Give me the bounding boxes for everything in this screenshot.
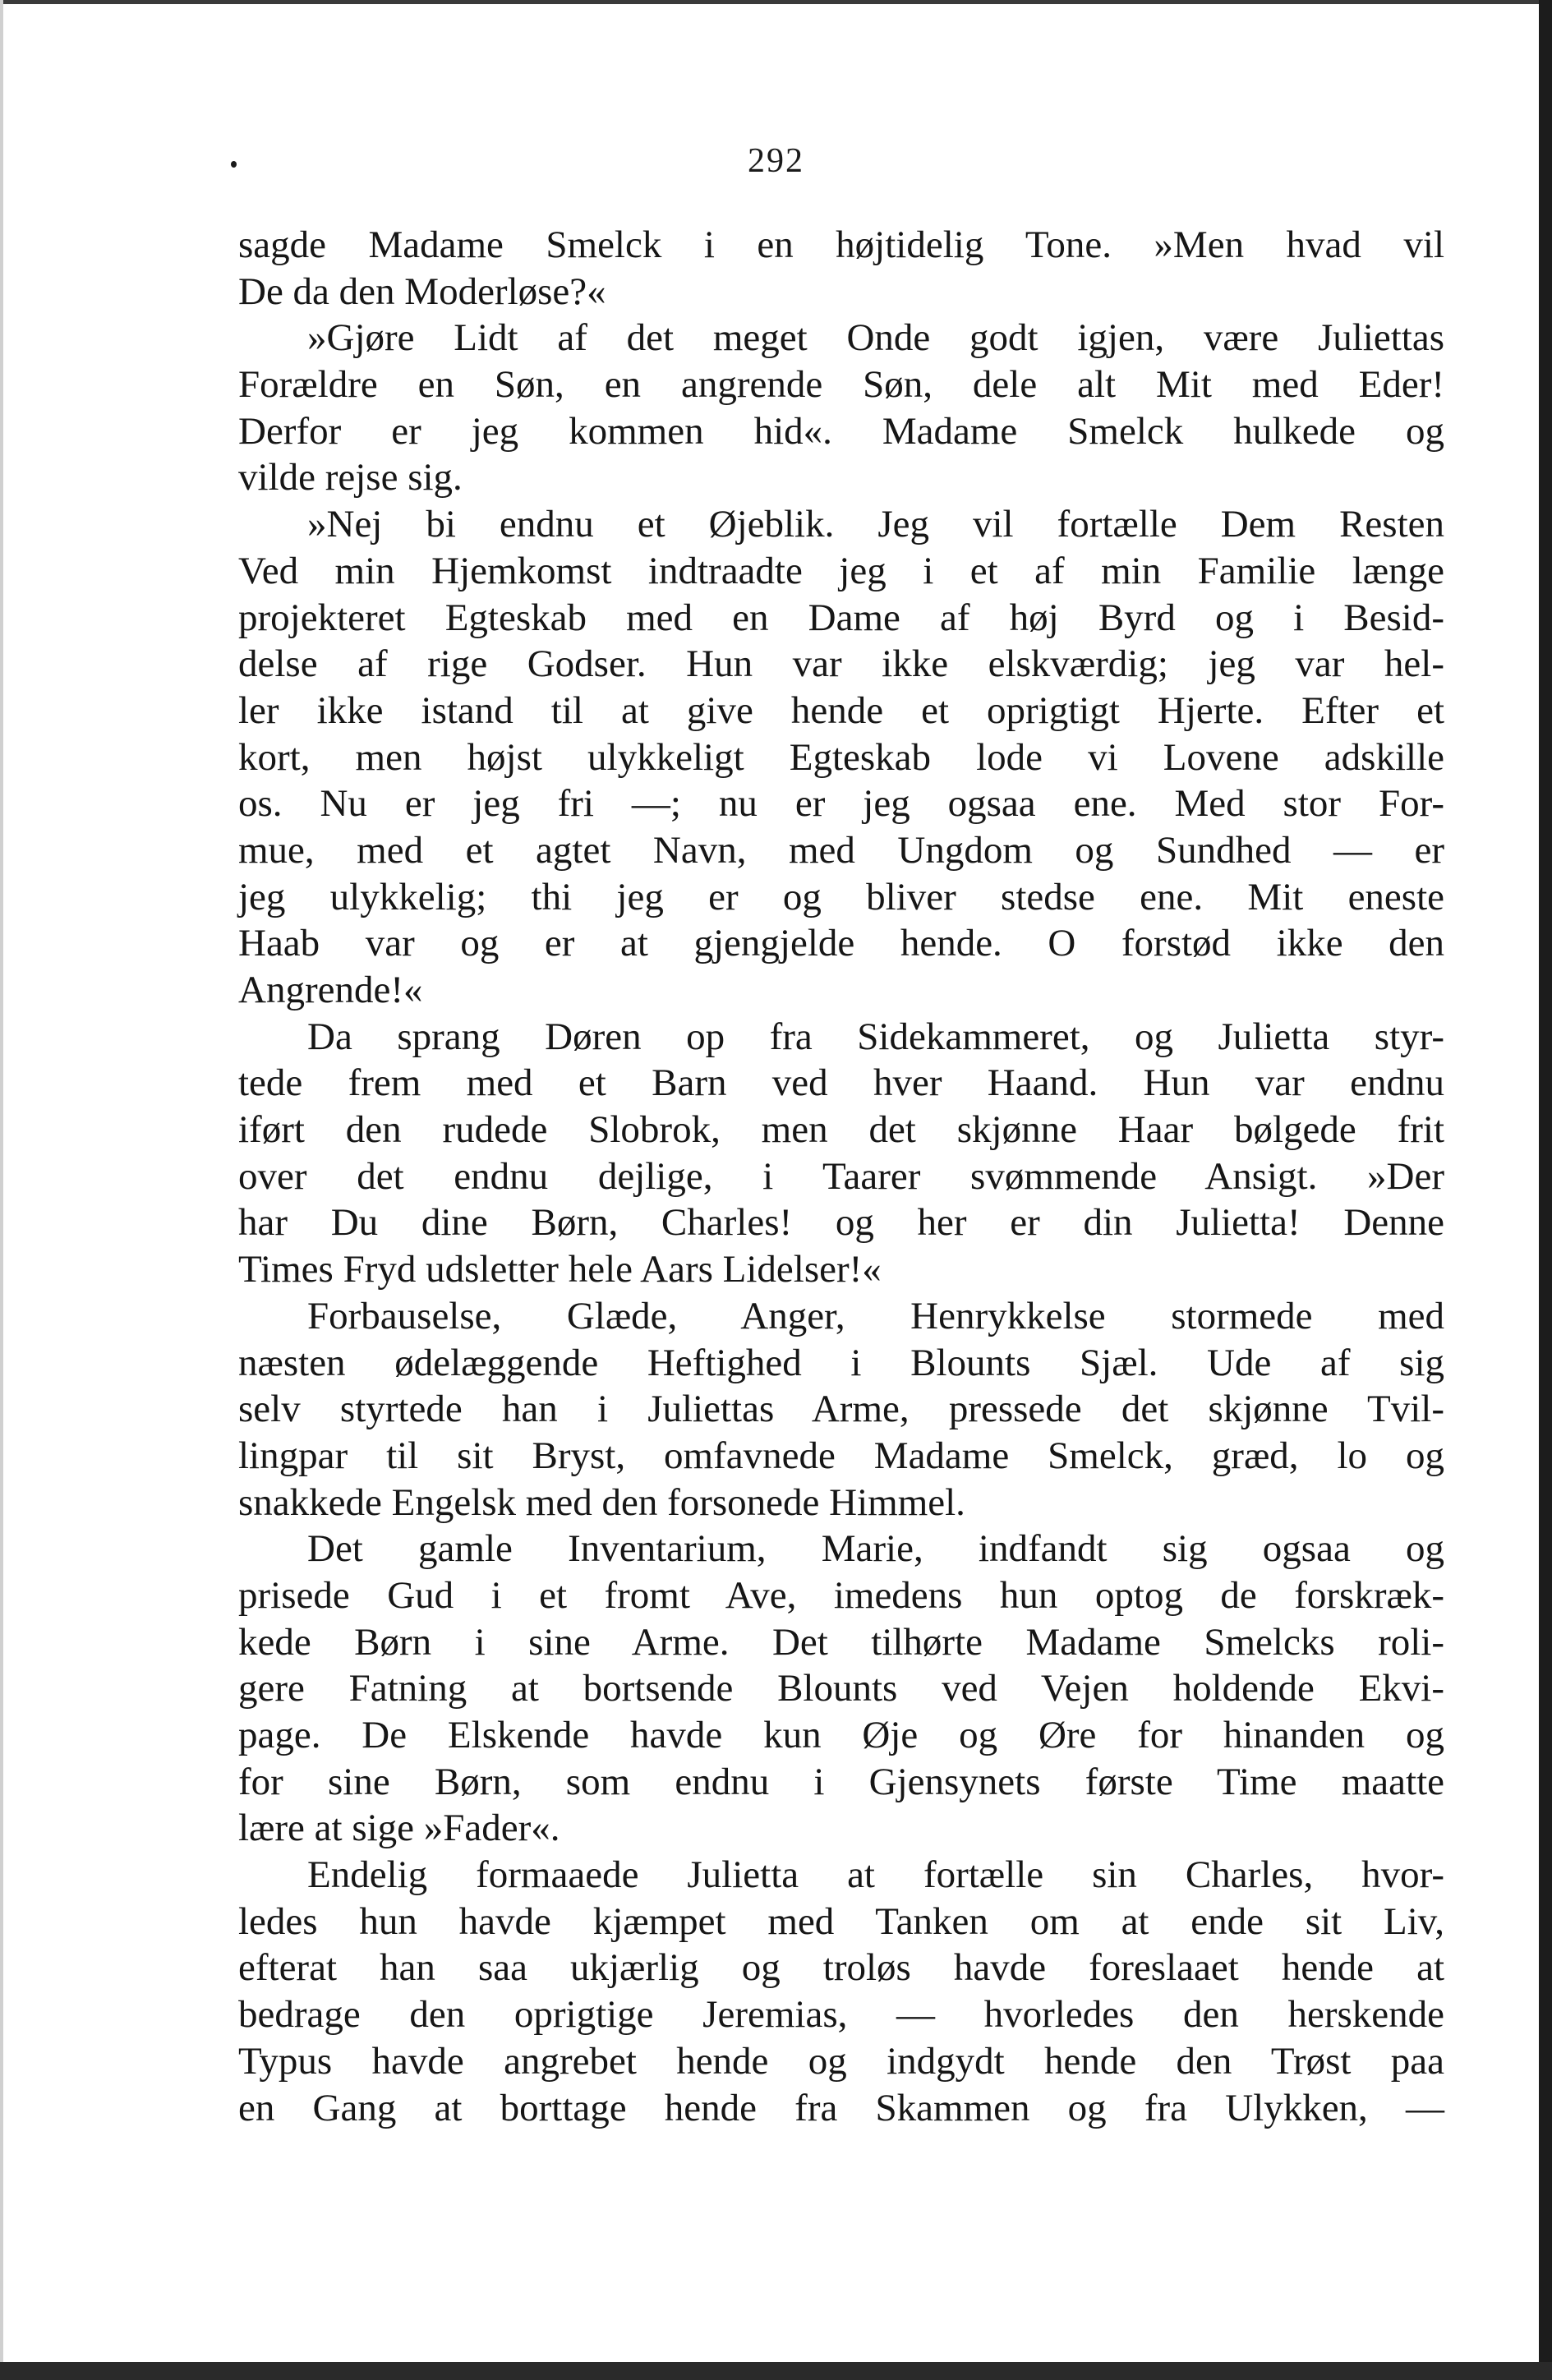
text-line: Det gamle Inventarium, Marie, indfandt sig ogsaa og bbox=[307, 1527, 1444, 1571]
text-line: Endelig formaaede Julietta at fortælle sin Charles, hvor- bbox=[307, 1853, 1444, 1897]
text-line: iført den rudede Slobrok, men det skjønne Haar bølgede frit bbox=[238, 1108, 1444, 1152]
text-line: tede frem med et Barn ved hver Haand. Hun var endnu bbox=[238, 1061, 1444, 1105]
text-line: for sine Børn, som endnu i Gjensynets første Time maatte bbox=[238, 1760, 1444, 1803]
text-line: bedrage den oprigtige Jeremias, — hvorledes den herskende bbox=[238, 1993, 1444, 2037]
text-line: page. De Elskende havde kun Øje og Øre for hinanden og bbox=[238, 1714, 1444, 1756]
scan-edge-right bbox=[1539, 0, 1552, 2380]
text-line: kede Børn i sine Arme. Det tilhørte Madame Smelcks roli- bbox=[238, 1620, 1444, 1664]
text-line: gere Fatning at bortsende Blounts ved Vejen holdende Ekvi- bbox=[238, 1667, 1444, 1710]
text-line: delse af rige Godser. Hun var ikke elskværdig; jeg var hel- bbox=[238, 642, 1444, 686]
scan-edge-top bbox=[0, 0, 1552, 4]
text-line: Forældre en Søn, en angrende Søn, dele alt Mit med Eder! bbox=[238, 363, 1444, 407]
text-line: Typus havde angrebet hende og indgydt hende den Trøst paa bbox=[238, 2039, 1444, 2083]
page-number: 292 bbox=[748, 142, 804, 180]
text-line: Forbauselse, Glæde, Anger, Henrykkelse stormede med bbox=[307, 1294, 1444, 1337]
text-line: Da sprang Døren op fra Sidekammeret, og Julietta styr- bbox=[307, 1015, 1444, 1058]
text-line: Haab var og er at gjengjelde hende. O forstød ikke den bbox=[238, 922, 1444, 965]
body-text bbox=[238, 222, 1444, 2131]
text-line: har Du dine Børn, Charles! og her er din Julietta! Denne bbox=[238, 1201, 1444, 1245]
text-line: vilde rejse sig. bbox=[238, 456, 463, 499]
text-line: lingpar til sit Bryst, omfavnede Madame Smelck, græd, lo og bbox=[238, 1434, 1444, 1477]
text-line: ledes hun havde kjæmpet med Tanken om at ende sit Liv, bbox=[238, 1899, 1444, 1943]
text-line: jeg ulykkelig; thi jeg er og bliver stedse ene. Mit eneste bbox=[238, 875, 1444, 918]
text-line: Angrende!« bbox=[238, 969, 423, 1011]
text-line: efterat han saa ukjærlig og troløs havde foreslaaet hende at bbox=[238, 1946, 1444, 1990]
text-line: De da den Moderløse?« bbox=[238, 269, 606, 313]
text-line: en Gang at borttage hende fra Skammen og fra Ulykken, — bbox=[238, 2086, 1444, 2129]
text-line: Times Fryd udsletter hele Aars Lidelser!« bbox=[238, 1248, 882, 1291]
text-line: »Gjøre Lidt af det meget Onde godt igjen, være Juliettas bbox=[307, 316, 1444, 360]
scan-edge-left bbox=[0, 0, 3, 2380]
text-line: Ved min Hjemkomst indtraadte jeg i et af min Familie længe bbox=[238, 549, 1444, 592]
text-line: sagde Madame Smelck i en højtidelig Tone. »Men hvad vil bbox=[238, 223, 1444, 266]
text-line: kort, men højst ulykkeligt Egteskab lode vi Lovene adskille bbox=[238, 735, 1444, 779]
scan-edge-bottom bbox=[0, 2362, 1552, 2380]
text-line: ler ikke istand til at give hende et oprigtigt Hjerte. Efter et bbox=[238, 688, 1444, 732]
text-line: lære at sige »Fader«. bbox=[238, 1807, 560, 1850]
text-line: mue, med et agtet Navn, med Ungdom og Sundhed — er bbox=[238, 828, 1444, 872]
text-line: prisede Gud i et fromt Ave, imedens hun optog de forskræk- bbox=[238, 1573, 1444, 1617]
text-line: over det endnu dejlige, i Taarer svømmende Ansigt. »Der bbox=[238, 1154, 1444, 1198]
text-line: næsten ødelæggende Heftighed i Blounts Sjæl. Ude af sig bbox=[238, 1341, 1444, 1384]
text-line: os. Nu er jeg fri —; nu er jeg ogsaa ene. Med stor For- bbox=[238, 782, 1444, 826]
text-line: Derfor er jeg kommen hid«. Madame Smelck hulkede og bbox=[238, 409, 1444, 453]
text-line: selv styrtede han i Juliettas Arme, pressede det skjønne Tvil- bbox=[238, 1388, 1444, 1431]
text-line: »Nej bi endnu et Øjeblik. Jeg vil fortælle Dem Resten bbox=[307, 503, 1444, 546]
text-line: projekteret Egteskab med en Dame af høj Byrd og i Besid- bbox=[238, 596, 1444, 639]
text-line: snakkede Engelsk med den forsonede Himmel. bbox=[238, 1480, 965, 1524]
